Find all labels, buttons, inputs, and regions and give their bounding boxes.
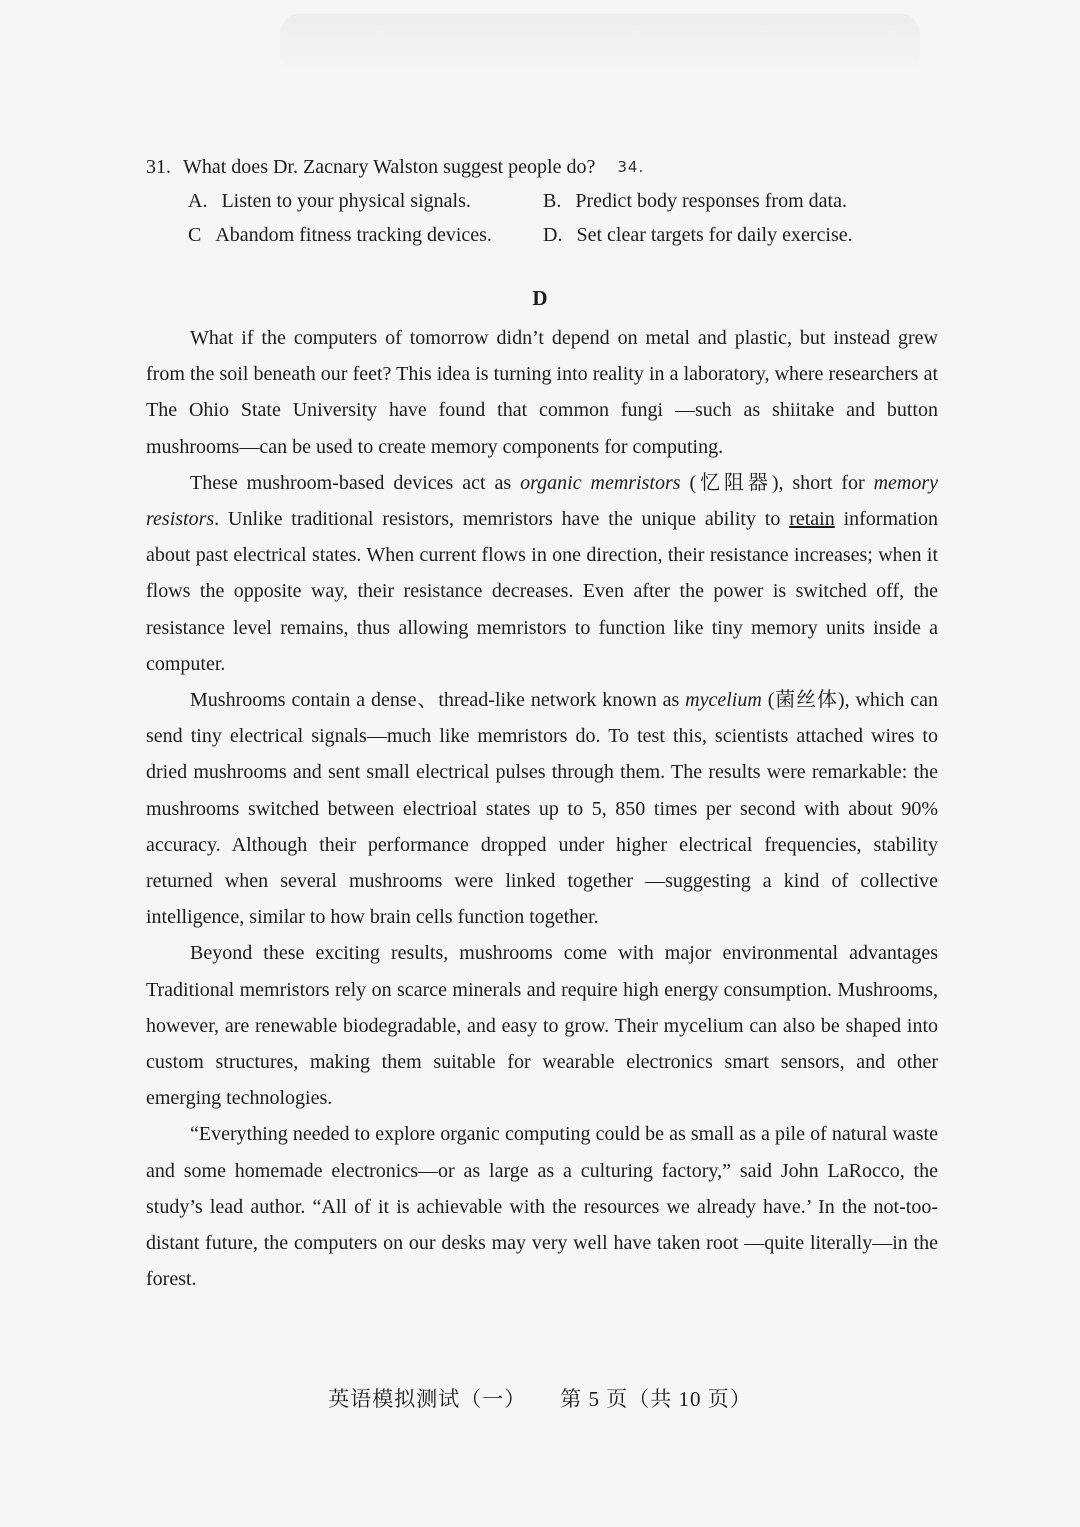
option-letter: C — [188, 224, 202, 246]
term-organic-memristors: organic memristors — [520, 471, 681, 494]
question-31 — [146, 150, 946, 252]
option-letter: D. — [543, 224, 563, 246]
paragraph-4: Beyond these exciting results, mushrooms come with major environmental advantages Traditional memristors rely on scarce minerals and require high energy consumption. Mushrooms, however, are renewable biodegradable, and easy to grow. Their mycelium can also be shaped into custom structures, making them suitable for wearable electronics smart sensors, and other emerging technologies. — [146, 942, 938, 1110]
section-heading: D — [532, 286, 548, 310]
term-mycelium: mycelium — [685, 689, 762, 712]
paragraph-2-text: . Unlike traditional resistors, memristors have the unique ability to — [214, 508, 790, 531]
option-text: Listen to your physical signals. — [221, 190, 471, 212]
option-text: Predict body responses from data. — [575, 190, 847, 212]
paragraph-2-text: information about past electrical states. When current flows in one direction, their resistance increases; when it flows the opposite way, their resistance decreases. Even after the power is switched off, the resistance level remains, thus allowing memristors to function like tiny memory units inside a computer. — [146, 508, 938, 675]
paragraph-1: What if the computers of tomorrow didn’t depend on metal and plastic, but instead grew from the soil beneath our feet? This idea is turning into reality in a laboratory, where researchers at The Ohio State University have found that common fungi —such as shiitake and button mushrooms—can be used to create memory components for computing. — [146, 327, 938, 458]
footer-page-number: 第 5 页（共 10 页） — [560, 1387, 752, 1411]
page-footer — [0, 1383, 1080, 1413]
option-c — [188, 218, 543, 252]
paragraph-2-text: (忆阻器), short for — [680, 471, 874, 494]
paragraph-3 — [146, 682, 938, 935]
underlined-word-retain: retain — [789, 508, 835, 531]
answer-options — [188, 184, 946, 252]
paragraph-2 — [146, 465, 938, 682]
question-number: 31. — [146, 156, 171, 178]
option-text: Abandom fitness tracking devices. — [215, 224, 492, 246]
question-stem — [146, 150, 946, 184]
reading-passage — [146, 320, 938, 1297]
paragraph-3-text: Mushrooms contain a dense、thread-like network known as — [190, 689, 686, 712]
scan-smudge — [280, 14, 920, 74]
paragraph-2-text: These mushroom-based devices act as — [190, 471, 521, 494]
option-a — [188, 184, 543, 218]
option-letter: A. — [188, 190, 208, 212]
handwritten-mark: 34. — [617, 158, 645, 176]
footer-exam-title: 英语模拟测试（一） — [328, 1387, 527, 1411]
option-d — [543, 218, 963, 252]
option-b — [543, 184, 963, 218]
question-text: What does Dr. Zacnary Walston suggest people do? — [183, 156, 596, 178]
term-memory-resistors: memory resistors — [146, 471, 939, 531]
paragraph-5: “Everything needed to explore organic computing could be as small as a pile of natural waste and some homemade electronics—or as large as a culturing factory,” said John LaRocco, the study’s lead author. “All of it is achievable with the resources we already have.’ In the not-too-distant future, the computers on our desks may very well have taken root —quite literally—in the forest. — [146, 1123, 938, 1291]
option-text: Set clear targets for daily exercise. — [576, 224, 853, 246]
option-letter: B. — [543, 190, 562, 212]
paragraph-3-text: (菌丝体), which can send tiny electrical signals—much like memristors do. To test this, scientists attached wires to dried mushrooms and sent small electrical pulses through them. The results were remarkable: the mushrooms switched between electrioal states up to 5, 850 times per second with about 90% accuracy. Although their performance dropped under higher electrical frequencies, stability returned when several mushrooms were linked together —suggesting a kind of collective intelligence, similar to how brain cells function together. — [146, 689, 939, 929]
